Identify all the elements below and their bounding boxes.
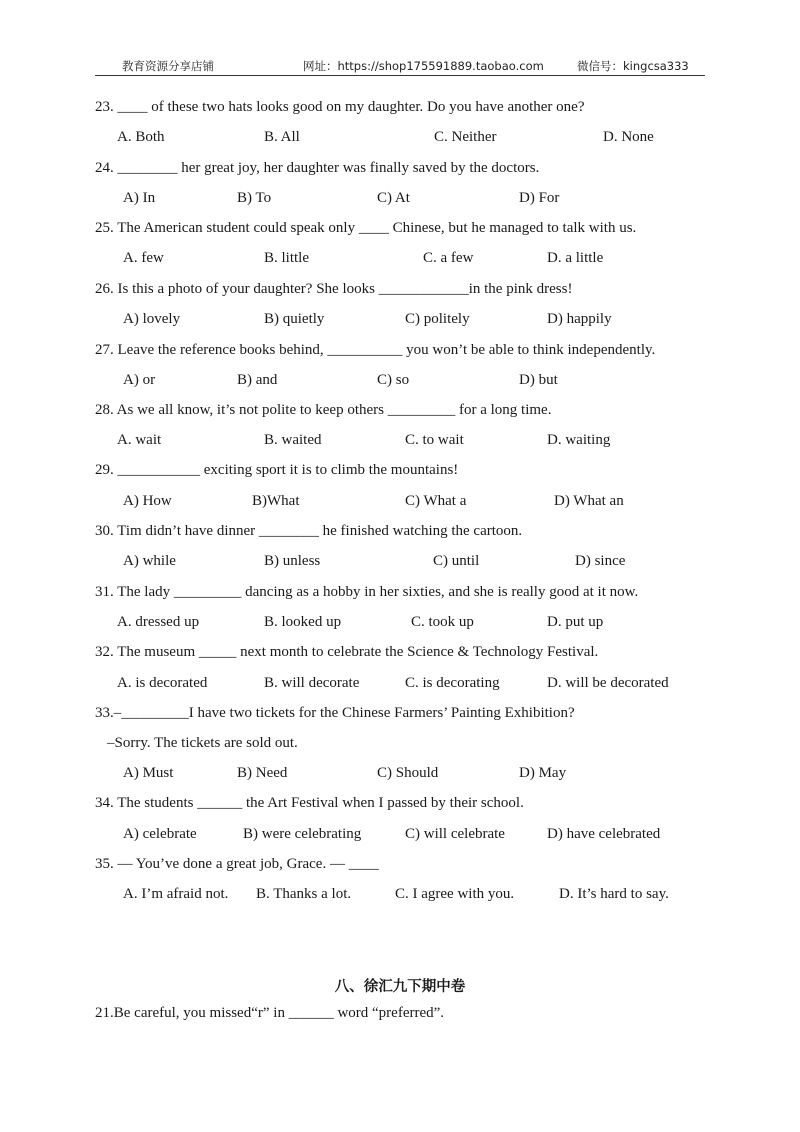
option-34-d: D) have celebrated — [547, 826, 661, 842]
question-33-reply: –Sorry. The tickets are sold out. — [107, 735, 298, 751]
option-27-c: C) so — [377, 372, 410, 388]
option-23-b: B. All — [264, 129, 300, 145]
header-wechat: 微信号：kingcsa333 — [577, 59, 689, 73]
question-31: 31. The lady _________ dancing as a hobby in her sixties, and she is really good at it now. — [95, 584, 639, 600]
option-24-d: D) For — [519, 190, 560, 206]
option-23-a: A. Both — [117, 129, 165, 145]
option-31-d: D. put up — [547, 614, 604, 630]
option-26-d: D) happily — [547, 311, 612, 327]
question-27: 27. Leave the reference books behind, __________ you won’t be able to think independently. — [95, 342, 656, 358]
option-24-b: B) To — [237, 190, 272, 206]
option-35-d: D. It’s hard to say. — [559, 886, 669, 902]
option-27-b: B) and — [237, 372, 278, 388]
option-35-b: B. Thanks a lot. — [256, 886, 352, 902]
option-29-d: D) What an — [554, 493, 624, 509]
header-shop-name: 教育资源分享店铺 — [122, 59, 214, 73]
option-35-a: A. I’m afraid not. — [123, 886, 229, 902]
option-34-c: C) will celebrate — [405, 826, 505, 842]
option-30-c: C) until — [433, 553, 480, 569]
option-25-b: B. little — [264, 250, 309, 266]
option-32-b: B. will decorate — [264, 675, 360, 691]
option-26-b: B) quietly — [264, 311, 325, 327]
option-26-c: C) politely — [405, 311, 470, 327]
option-32-a: A. is decorated — [117, 675, 208, 691]
option-31-b: B. looked up — [264, 614, 342, 630]
question-25: 25. The American student could speak only ____ Chinese, but he managed to talk with us. — [95, 220, 637, 236]
option-32-d: D. will be decorated — [547, 675, 669, 691]
question-34: 34. The students ______ the Art Festival when I passed by their school. — [95, 795, 524, 811]
section-title: 八、徐汇九下期中卷 — [334, 979, 466, 995]
question-21: 21.Be careful, you missed“r” in ______ word “preferred”. — [95, 1005, 445, 1021]
option-23-c: C. Neither — [434, 129, 497, 145]
option-34-a: A) celebrate — [123, 826, 197, 842]
option-31-a: A. dressed up — [117, 614, 200, 630]
option-24-c: C) At — [377, 190, 410, 206]
option-25-a: A. few — [123, 250, 164, 266]
option-33-b: B) Need — [237, 765, 288, 781]
question-30: 30. Tim didn’t have dinner ________ he finished watching the cartoon. — [95, 523, 523, 539]
option-33-d: D) May — [519, 765, 567, 781]
option-33-a: A) Must — [123, 765, 174, 781]
question-35: 35. — You’ve done a great job, Grace. — ____ — [95, 856, 379, 872]
option-35-c: C. I agree with you. — [395, 886, 515, 902]
option-30-d: D) since — [575, 553, 626, 569]
option-30-b: B) unless — [264, 553, 321, 569]
question-24: 24. ________ her great joy, her daughter was finally saved by the doctors. — [95, 160, 540, 176]
question-29: 29. ___________ exciting sport it is to climb the mountains! — [95, 462, 459, 478]
option-27-d: D) but — [519, 372, 558, 388]
option-25-c: C. a few — [423, 250, 474, 266]
option-34-b: B) were celebrating — [243, 826, 362, 842]
option-24-a: A) In — [123, 190, 156, 206]
option-26-a: A) lovely — [123, 311, 181, 327]
option-28-a: A. wait — [117, 432, 162, 448]
option-33-c: C) Should — [377, 765, 439, 781]
question-28: 28. As we all know, it’s not polite to keep others _________ for a long time. — [95, 402, 552, 418]
header-website: 网址：https://shop175591889.taobao.com — [303, 59, 544, 73]
question-23: 23. ____ of these two hats looks good on my daughter. Do you have another one? — [95, 99, 585, 115]
option-28-c: C. to wait — [405, 432, 464, 448]
question-26: 26. Is this a photo of your daughter? She looks ____________in the pink dress! — [95, 281, 573, 297]
option-27-a: A) or — [123, 372, 156, 388]
option-31-c: C. took up — [411, 614, 474, 630]
option-30-a: A) while — [123, 553, 176, 569]
page-header — [95, 57, 705, 76]
question-32: 32. The museum _____ next month to celebrate the Science & Technology Festival. — [95, 644, 599, 660]
option-28-b: B. waited — [264, 432, 322, 448]
option-25-d: D. a little — [547, 250, 604, 266]
option-29-b: B)What — [252, 493, 300, 509]
option-23-d: D. None — [603, 129, 654, 145]
option-32-c: C. is decorating — [405, 675, 500, 691]
option-28-d: D. waiting — [547, 432, 611, 448]
option-29-a: A) How — [123, 493, 172, 509]
option-29-c: C) What a — [405, 493, 467, 509]
question-33: 33.–_________I have two tickets for the Chinese Farmers’ Painting Exhibition? — [95, 705, 575, 721]
